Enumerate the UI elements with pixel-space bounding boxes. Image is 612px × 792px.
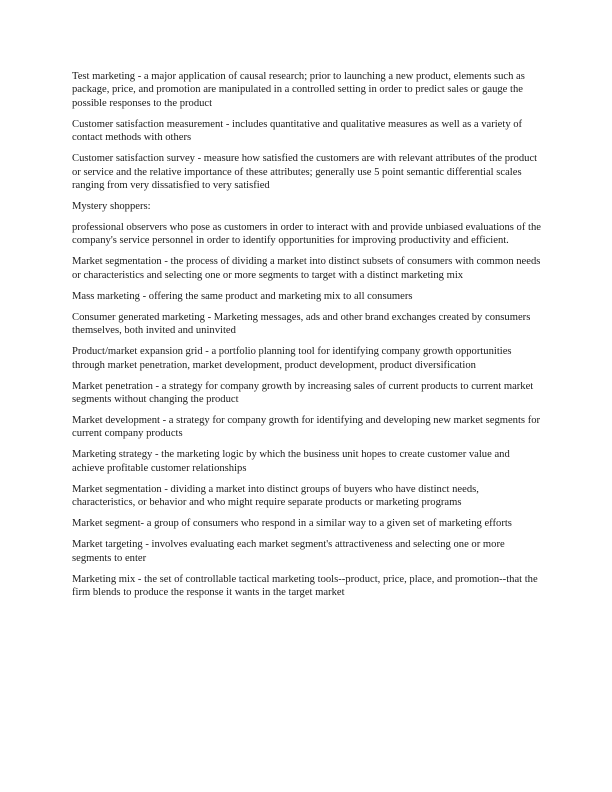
paragraph-mystery-shoppers-heading: Mystery shoppers: — [72, 201, 151, 213]
paragraph-consumer-generated-marketing: Consumer generated marketing - Marketing messages, ads and other brand exchanges created by consumers themselves, both invited and uninvited — [72, 311, 531, 337]
paragraph-mass-marketing: Mass marketing - offering the same product and marketing mix to all consumers — [72, 290, 413, 302]
paragraph-market-segmentation-process: Market segmentation - the process of dividing a market into distinct subsets of consumers with common needs or characteristics and selecting one or more segments to target with a distinct marketing mix — [72, 256, 541, 281]
paragraph-product-market-expansion-grid: Product/market expansion grid - a portfolio planning tool for identifying company growth opportunities through market penetration, market development, product development, product diversification — [72, 346, 512, 371]
paragraph-marketing-strategy: Marketing strategy - the marketing logic by which the business unit hopes to create customer value and achieve profitable customer relationships — [72, 449, 510, 474]
paragraph-customer-satisfaction-survey: Customer satisfaction survey - measure how satisfied the customers are with relevant attributes of the product or service and the relative importance of these attributes; generally use 5 point semantic differential scales ranging from very dissatisfied to very satisfied — [72, 153, 538, 192]
paragraph-market-segment: Market segment- a group of consumers who respond in a similar way to a given set of marketing efforts — [72, 518, 512, 530]
paragraph-marketing-mix: Marketing mix - the set of controllable tactical marketing tools--product, price, place, and promotion--that the firm blends to produce the response it wants in the target market — [72, 573, 538, 599]
paragraph-market-development: Market development - a strategy for company growth for identifying and developing new market segments for current company products — [72, 415, 541, 440]
paragraph-mystery-shoppers-definition: professional observers who pose as customers in order to interact with and provide unbiased evaluations of the company's service personnel in order to identify opportunities for improving productivity and efficient. — [72, 222, 541, 247]
paragraph-test-marketing: Test marketing - a major application of causal research; prior to launching a new product, elements such as package, price, and promotion are manipulated in a controlled setting in order to predict sales or gauge the possible responses to the product — [72, 71, 525, 109]
paragraph-customer-satisfaction-measurement: Customer satisfaction measurement - includes quantitative and qualitative measures as well as a variety of contact methods with others — [72, 118, 523, 144]
paragraph-market-targeting: Market targeting - involves evaluating each market segment's attractiveness and selecting one or more segments to enter — [72, 539, 505, 564]
document-page — [72, 70, 544, 607]
paragraph-market-penetration: Market penetration - a strategy for company growth by increasing sales of current products to current market segments without changing the product — [72, 380, 534, 406]
paragraph-market-segmentation-groups: Market segmentation - dividing a market into distinct groups of buyers who have distinct needs, characteristics, or behavior and who might require separate products or marketing programs — [72, 483, 479, 509]
